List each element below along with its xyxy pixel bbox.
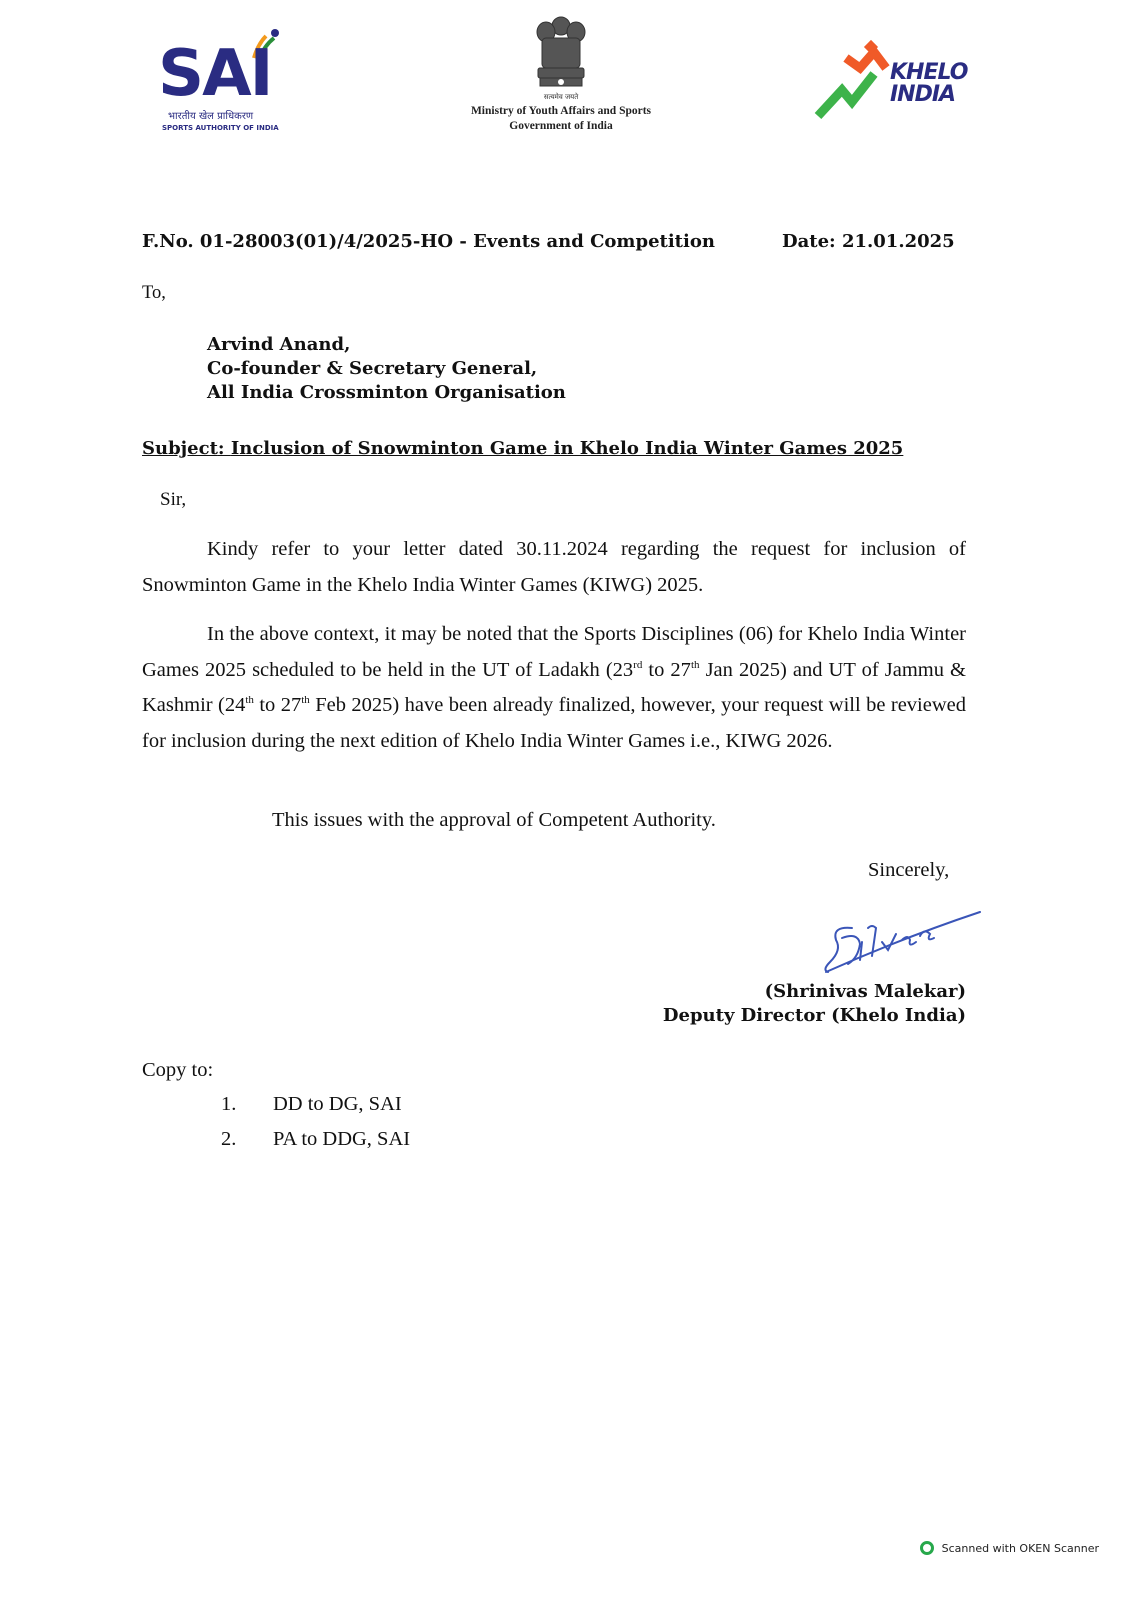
handwritten-signature bbox=[812, 898, 988, 980]
approval-note: This issues with the approval of Competent Authority. bbox=[272, 809, 716, 831]
copy-text: DD to DG, SAI bbox=[273, 1093, 402, 1115]
scanner-watermark bbox=[920, 1541, 1099, 1555]
to-label: To, bbox=[142, 283, 166, 303]
ministry-heading bbox=[420, 104, 702, 134]
sai-wordmark: SAI bbox=[158, 37, 272, 111]
national-emblem-icon bbox=[526, 12, 596, 104]
signatory-title: Deputy Director (Khelo India) bbox=[662, 1005, 966, 1026]
file-number: F.No. 01-28003(01)/4/2025-HO - Events and Competition bbox=[142, 231, 715, 252]
addressee-block bbox=[207, 333, 566, 405]
signatory-name: (Shrinivas Malekar) bbox=[764, 981, 966, 1002]
copy-to-label: Copy to: bbox=[142, 1059, 214, 1081]
khelo-india-wordmark bbox=[890, 62, 967, 106]
copy-number: 2. bbox=[221, 1128, 237, 1150]
khelo-text: KHELO bbox=[890, 60, 968, 85]
subject-line: Subject: Inclusion of Snowminton Game in Khelo India Winter Games 2025 bbox=[142, 438, 904, 459]
addressee-organisation: All India Crossminton Organisation bbox=[207, 382, 566, 403]
subject-text: Inclusion of Snowminton Game in Khelo India Winter Games 2025 bbox=[230, 438, 904, 459]
salutation: Sir, bbox=[160, 489, 187, 510]
scanner-logo-icon bbox=[920, 1541, 934, 1555]
signatory-block bbox=[650, 980, 966, 1028]
ministry-name: Ministry of Youth Affairs and Sports bbox=[470, 105, 652, 117]
closing: Sincerely, bbox=[868, 859, 950, 881]
subject-label: Subject bbox=[142, 438, 218, 459]
copy-number: 1. bbox=[221, 1093, 237, 1115]
paragraph-context: In the above context, it may be noted that the Sports Disciplines (06) for Khelo India Winter Games 2025 scheduled to be held in the UT of Ladakh (23rd to 27th Jan 2025) and UT of Jammu & Kashmir (24th to 27th Feb 2025) have been already finalized, however, your request will be reviewed for inclusion during the next edition of Khelo India Winter Games i.e., KIWG 2026. bbox=[142, 623, 966, 752]
paragraph-reference: Kindy refer to your letter dated 30.11.2024 regarding the request for inclusion of Snowminton Game in the Khelo India Winter Games (KIWG) 2025. bbox=[142, 538, 966, 596]
government-name: Government of India bbox=[509, 120, 613, 132]
file-number-line bbox=[142, 231, 972, 252]
sai-logo bbox=[158, 28, 293, 134]
scanner-text: Scanned with OKEN Scanner bbox=[941, 1541, 1099, 1555]
khelo-runner-icon bbox=[812, 38, 894, 124]
addressee-name: Arvind Anand, bbox=[207, 334, 351, 355]
sai-hindi-name: भारतीय खेल प्राधिकरण bbox=[168, 111, 254, 122]
copy-text: PA to DDG, SAI bbox=[273, 1128, 411, 1150]
sai-english-name: SPORTS AUTHORITY OF INDIA bbox=[162, 124, 279, 132]
letter-date: Date: 21.01.2025 bbox=[782, 231, 955, 252]
india-text: INDIA bbox=[890, 82, 956, 107]
addressee-title: Co-founder & Secretary General, bbox=[207, 358, 538, 379]
khelo-india-logo bbox=[812, 38, 968, 124]
emblem-motto: सत्यमेव जयते bbox=[543, 93, 579, 101]
